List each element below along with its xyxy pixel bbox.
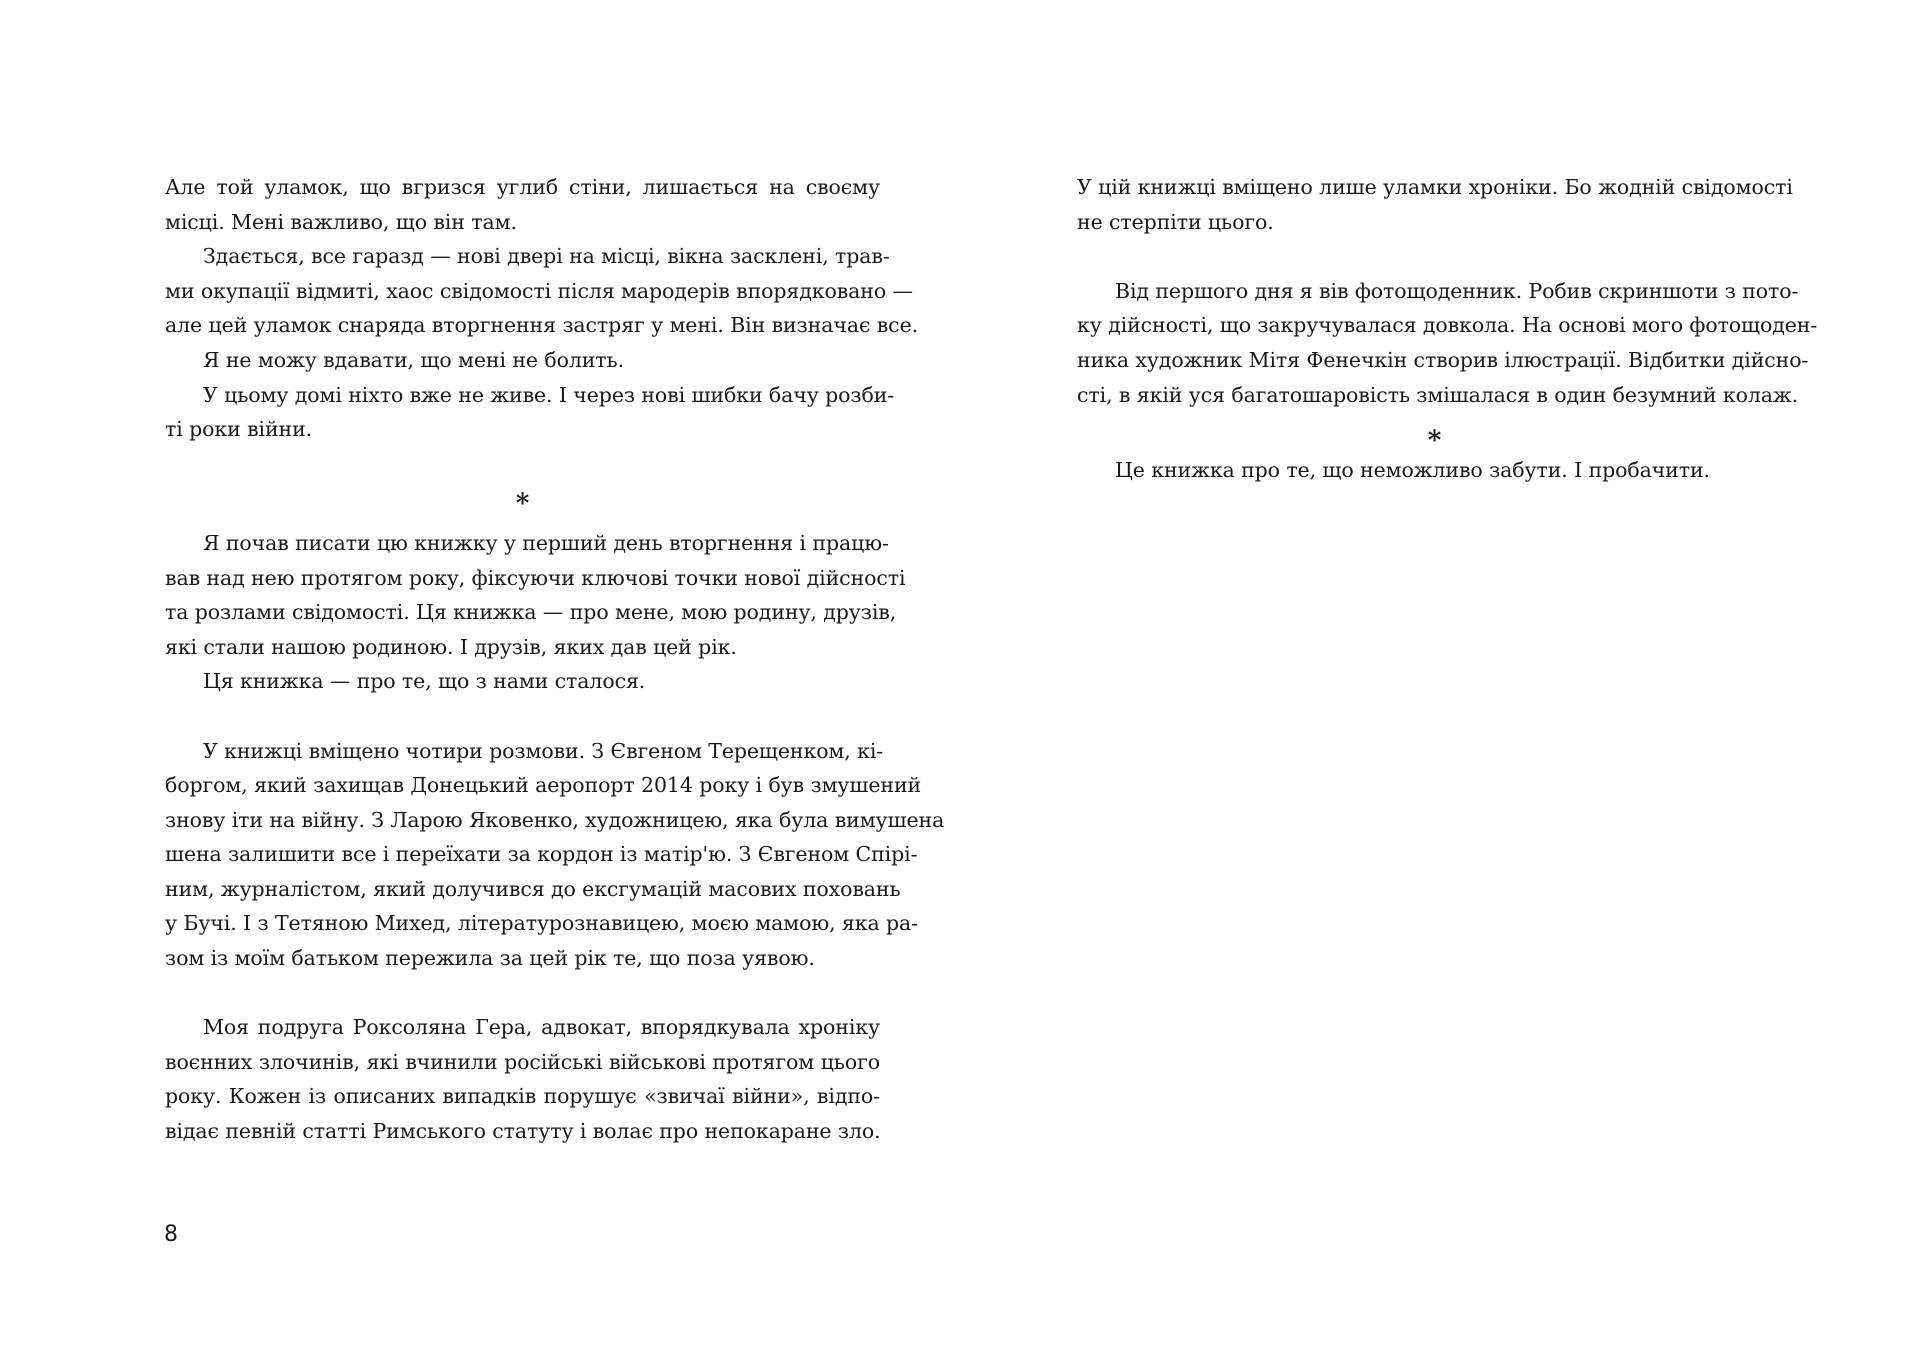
text-line: відає певній статті Римського статуту і волає про непокаране зло. (165, 1119, 881, 1144)
text-line: У цьому домі ніхто вже не живе. І через нові шибки бачу розби- (203, 382, 895, 407)
spacer (165, 699, 880, 734)
text-line: але цей уламок снаряда вторгнення застряг у мені. Він визначає все. (165, 313, 919, 338)
text-line: У книжці вміщено чотири розмови. З Євгеном Терещенком, кі- (203, 738, 884, 763)
spacer (165, 976, 880, 1011)
text-line: Це книжка про те, що неможливо забути. І пробачити. (1115, 457, 1710, 482)
text-line: Але той уламок, що вгризся углиб стіни, лишається на своєму (165, 175, 880, 199)
text-line: Від першого дня я вів фотощоденник. Робив скриншоти з пото- (1115, 278, 1799, 303)
text-line: воєнних злочинів, які вчинили російські військові протягом цього (165, 1049, 880, 1074)
left-page (165, 170, 945, 1149)
spacer (1077, 239, 1792, 274)
text-line: Ця книжка — про те, що з нами сталося. (203, 669, 646, 694)
text-line: у Бучі. І з Тетяною Михед, літературознавицею, моєю мамою, яка ра- (165, 911, 918, 936)
text-line: зом із моїм батьком пережила за цей рік те, що поза уявою. (165, 946, 815, 971)
text-line: сті, в якій уся багатошаровість змішалася в один безумний колаж. (1077, 382, 1799, 407)
text-line: ника художник Мітя Фенечкін створив ілюстрації. Відбитки дійсно- (1077, 347, 1809, 372)
text-line: місці. Мені важливо, що він там. (165, 209, 517, 234)
text-line: Здається, все гаразд — нові двері на місці, вікна засклені, трав- (203, 244, 890, 269)
text-line: ми окупації відмиті, хаос свідомості після мародерів впорядковано — (165, 278, 913, 303)
text-line: Моя подруга Роксоляна Гера, адвокат, впорядкувала хроніку (203, 1015, 880, 1040)
section-separator-asterisk: * (1427, 426, 1442, 457)
text-line: року. Кожен із описаних випадків порушує «звичаї війни», відпо- (165, 1084, 880, 1109)
text-line: Я почав писати цю книжку у перший день вторгнення і працю- (203, 530, 889, 555)
text-line: знову іти на війну. З Ларою Яковенко, художницею, яка була вимушена (165, 807, 945, 832)
text-line: ним, журналістом, який долучився до ексгумацій масових поховань (165, 876, 901, 901)
text-line: не стерпіти цього. (1077, 209, 1274, 234)
text-line: вав над нею протягом року, фіксуючи ключові точки нової дійсності (165, 565, 906, 590)
text-line: та розлами свідомості. Ця книжка — про мене, мою родину, друзів, (165, 600, 897, 625)
spacer (165, 447, 880, 482)
text-line: шена залишити все і переїхати за кордон із матір'ю. З Євгеном Спірі- (165, 842, 918, 867)
text-line: які стали нашою родиною. І друзів, яких дав цей рік. (165, 634, 737, 659)
text-line: ті роки війни. (165, 417, 313, 442)
text-line: Я не можу вдавати, що мені не болить. (203, 347, 625, 372)
right-page (1077, 170, 1818, 487)
text-line: У цій книжці вміщено лише уламки хроніки. Бо жодній свідомості (1077, 175, 1793, 199)
section-separator-asterisk: * (515, 489, 530, 520)
text-line: боргом, який захищав Донецький аеропорт 2014 року і був змушений (165, 773, 922, 798)
text-line: ку дійсності, що закручувалася довкола. На основі мого фотощоден- (1077, 313, 1818, 338)
page-number: 8 (164, 1222, 178, 1247)
